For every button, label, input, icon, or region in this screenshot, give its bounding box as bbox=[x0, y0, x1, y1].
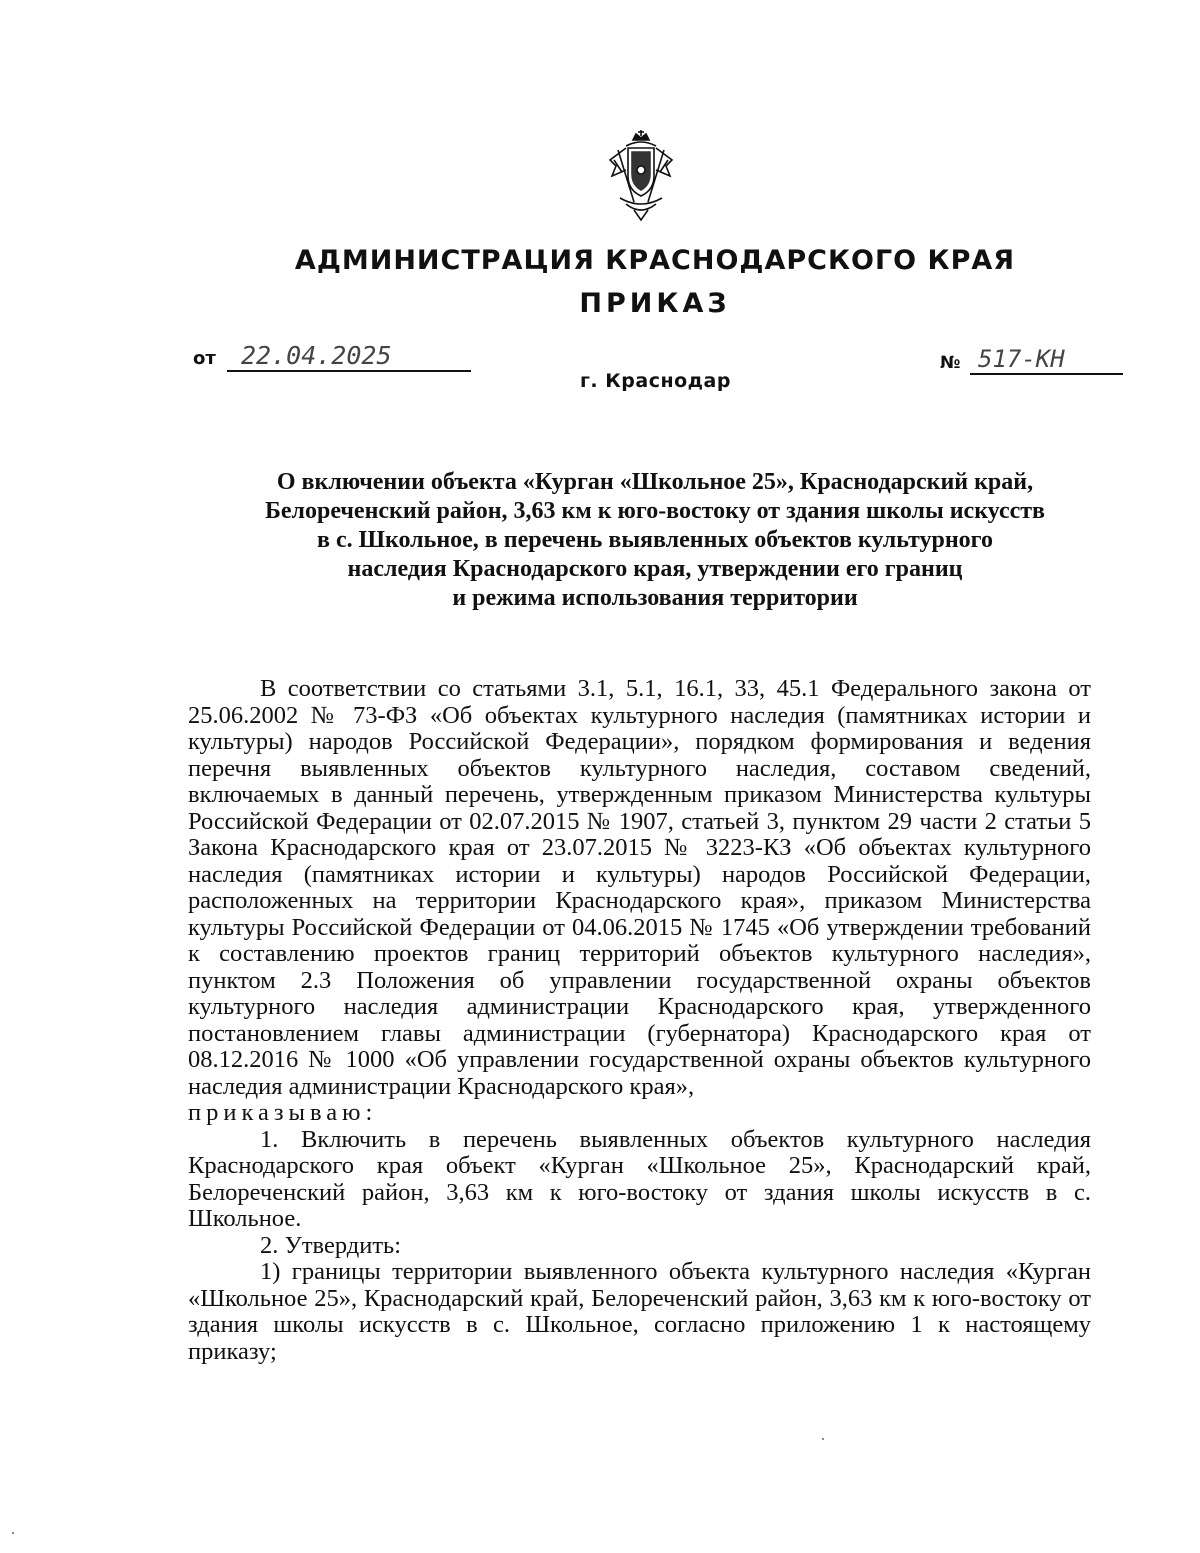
number-value: 517-КН bbox=[970, 345, 1123, 375]
document-type: ПРИКАЗ bbox=[579, 288, 731, 319]
date-prefix: от bbox=[193, 348, 216, 369]
scan-speck bbox=[822, 1438, 824, 1440]
title-line: Белореченский район, 3,63 км к юго-востоку от здания школы искусств bbox=[265, 498, 1045, 524]
city: г. Краснодар bbox=[580, 370, 731, 392]
coat-of-arms-icon bbox=[604, 130, 678, 222]
document-body bbox=[188, 676, 1091, 1365]
number-prefix: № bbox=[940, 353, 961, 373]
preamble-paragraph: В соответствии со статьями 3.1, 5.1, 16.1, 33, 45.1 Федерального закона от 25.06.2002 № 73-ФЗ «Об объектах культурного наследия (памятниках истории и культуры) народов Российской Федерации», порядком формирования и ведения перечня выявленных объектов культурного наследия, составом сведений, включаемых в данный перечень, утвержденным приказом Министерства культуры Российской Федерации от 02.07.2015 № 1907, статьей 3, пунктом 29 части 2 статьи 5 Закона Краснодарского края от 23.07.2015 № 3223-КЗ «Об объектах культурного наследия (памятниках истории и культуры) народов Российской Федерации, расположенных на территории Краснодарского края», приказом Министерства культуры Российской Федерации от 04.06.2015 № 1745 «Об утверждении требований к составлению проектов границ территорий объектов культурного наследия», пунктом 2.3 Положения об управлении государственной охраны объектов культурного наследия администрации Краснодарского края, утвержденного постановлением главы администрации (губернатора) Краснодарского края от 08.12.2016 № 1000 «Об управлении государственной охраны объектов культурного наследия администрации Краснодарского края», bbox=[188, 675, 1091, 1100]
title-line: и режима использования территории bbox=[452, 585, 858, 611]
item-1: 1. Включить в перечень выявленных объектов культурного наследия Краснодарского края объект «Курган «Школьное 25», Краснодарский край, Белореченский район, 3,63 км к юго-востоку от здания школы искусств в с. Школьное. bbox=[188, 1125, 1091, 1232]
item-2: 2. Утвердить: bbox=[260, 1231, 402, 1259]
date-value: 22.04.2025 bbox=[227, 342, 471, 372]
date-field bbox=[193, 342, 473, 374]
title-line: наследия Краснодарского края, утверждении его границ bbox=[347, 556, 963, 582]
scan-speck bbox=[12, 1532, 14, 1534]
item-2-1: 1) границы территории выявленного объекта культурного наследия «Курган «Школьное 25», Краснодарский край, Белореченский район, 3,63 км к юго-востоку от здания школы искусств в с. Школьное, согласно приложению 1 к настоящему приказу; bbox=[188, 1258, 1091, 1365]
number-field bbox=[940, 345, 1120, 377]
order-word: приказываю: bbox=[188, 1099, 378, 1126]
title-line: О включении объекта «Курган «Школьное 25», Краснодарский край, bbox=[276, 469, 1034, 495]
document-title bbox=[190, 468, 1120, 613]
organization-name: АДМИНИСТРАЦИЯ КРАСНОДАРСКОГО КРАЯ bbox=[294, 245, 1016, 276]
title-line: в с. Школьное, в перечень выявленных объектов культурного bbox=[317, 527, 993, 553]
